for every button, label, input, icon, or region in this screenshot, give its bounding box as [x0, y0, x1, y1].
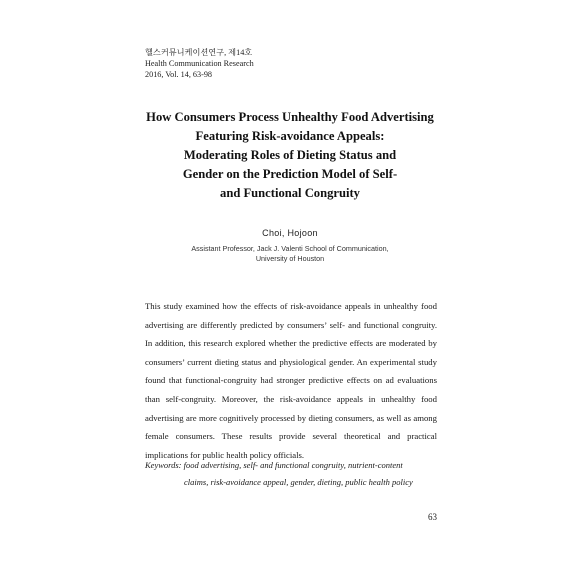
author-name: Choi, Hojoon [262, 228, 318, 238]
title-line: Featuring Risk-avoidance Appeals: [195, 129, 385, 143]
journal-header [145, 47, 254, 80]
title-line: Gender on the Prediction Model of Self- [182, 167, 398, 181]
keywords-line-2: claims, risk-avoidance appeal, gender, dieting, public health policy [184, 477, 413, 487]
page-number: 63 [428, 512, 437, 522]
affiliation-line: University of Houston [255, 254, 325, 263]
affiliation-line: Assistant Professor, Jack J. Valenti School of Communication, [191, 244, 389, 253]
journal-english-name: Health Communication Research [145, 59, 254, 68]
paper-title [120, 108, 460, 203]
abstract-text: This study examined how the effects of risk-avoidance appeals in unhealthy food advertising are differently predicted by consumers’ self- and functional congruity. In addition, this research explored whether the predictive effects are moderated by consumers’ current dieting status and physiological gender. An experimental study found that functional-congruity had stronger predictive effects on ad evaluations than self-congruity. Moreover, the risk-avoidance appeals in unhealthy food advertising are more cognitively processed by dieting consumers, as well as among female consumers. These results provide several theoretical and practical implications for public health policy officials. [145, 301, 437, 460]
title-line: Moderating Roles of Dieting Status and [183, 148, 397, 162]
keywords-line-1: Keywords: food advertising, self- and functional congruity, nutrient-content [145, 460, 403, 470]
author-affiliation [0, 244, 580, 264]
title-line: and Functional Congruity [220, 186, 360, 200]
journal-korean-name: 헬스커뮤니케이션연구, 제14호 [145, 48, 253, 57]
title-line: How Consumers Process Unhealthy Food Advertising [146, 110, 434, 124]
journal-issue: 2016, Vol. 14, 63-98 [145, 70, 213, 79]
